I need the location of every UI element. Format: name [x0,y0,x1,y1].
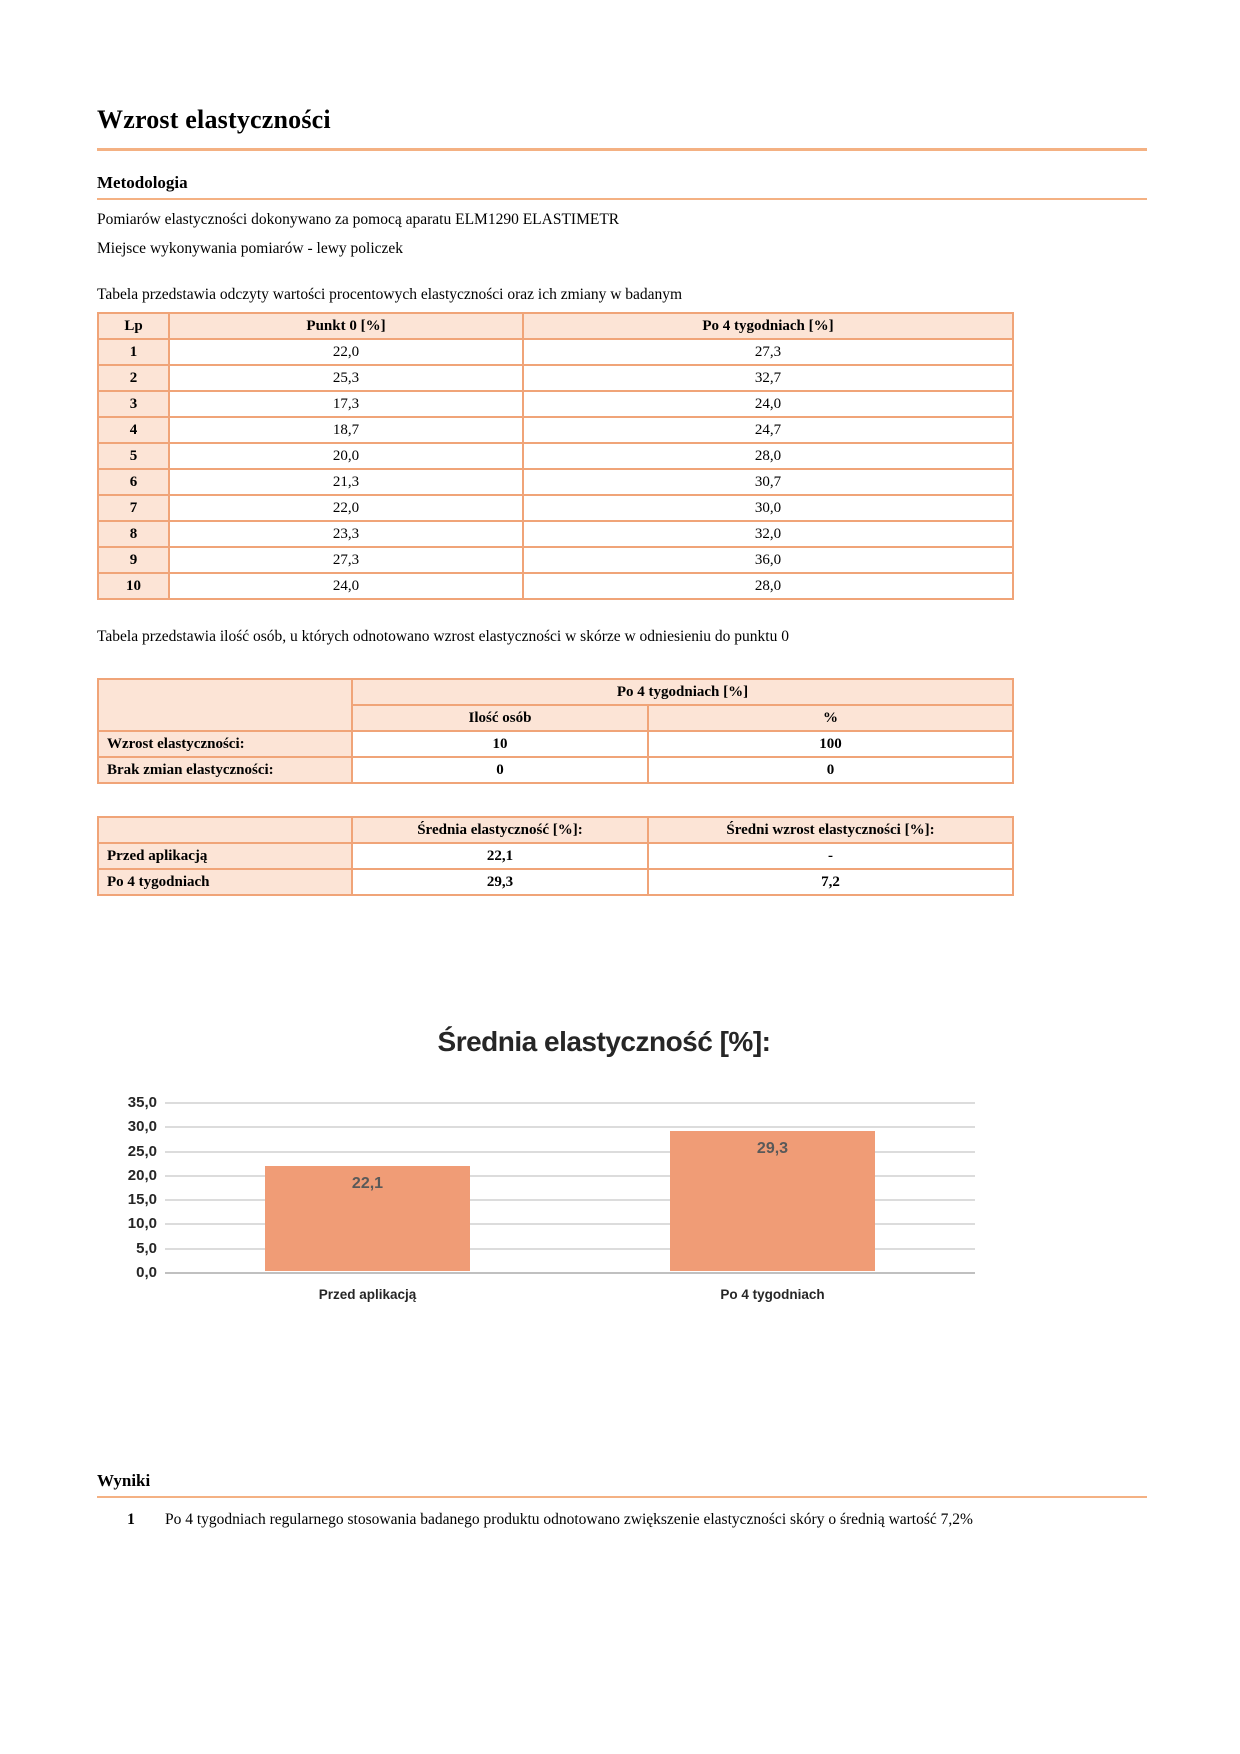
table-row [98,339,1013,365]
table-cell: 17,3 [169,391,523,417]
y-axis-tick-label: 35,0 [127,1094,157,1111]
table2-caption: Tabela przedstawia ilość osób, u których odnotowano wzrost elastyczności w skórze w odniesieniu do punktu 0 [97,628,789,645]
table-cell: 10 [352,731,648,757]
results-heading: Wyniki [97,1471,1147,1498]
table-cell: 23,3 [169,521,523,547]
averages-table [97,816,1014,896]
group-header-po4tyg: Po 4 tygodniach [%] [352,679,1013,705]
table-cell: 24,0 [523,391,1013,417]
chart-plot-area [97,1094,1147,1323]
table-cell: 0 [648,757,1013,783]
chart-title: Średnia elastyczność [%]: [437,1026,771,1057]
table-cell: 24,7 [523,417,1013,443]
methodology-heading: Metodologia [97,173,1147,200]
methodology-line-1: Pomiarów elastyczności dokonywano za pomocą aparatu ELM1290 ELASTIMETR [97,211,620,228]
chart-gridline [165,1272,975,1274]
chart-gridline [165,1102,975,1104]
blank-corner-cell [98,679,352,731]
table-header-row [98,679,1013,705]
table-cell: 27,3 [523,339,1013,365]
x-axis-category-label: Przed aplikacją [318,1287,417,1302]
table-header-row [98,817,1013,843]
table-cell: 7,2 [648,869,1013,895]
y-axis-tick-label: 30,0 [127,1118,157,1136]
bar-2 [670,1131,875,1271]
bar-1 [265,1166,470,1271]
people-count-table [97,678,1014,784]
row-header-cell: 4 [98,417,169,443]
result-text: Po 4 tygodniach regularnego stosowania badanego produktu odnotowano zwiększenie elastyczności skóry o średnią wartość 7,2% [165,1511,973,1528]
row-header-cell: 8 [98,521,169,547]
table-cell: - [648,843,1013,869]
table-row [98,573,1013,599]
row-header-cell: 9 [98,547,169,573]
table-row [98,731,1013,757]
y-axis-tick-label: 10,0 [127,1215,157,1233]
table-cell: 29,3 [352,869,648,895]
table-cell: 22,0 [169,495,523,521]
table-row [98,843,1013,869]
row-header-cell: 1 [98,339,169,365]
page-title: Wzrost elastyczności [97,105,1147,151]
y-axis-tick-label: 20,0 [127,1166,157,1184]
table-row [98,757,1013,783]
result-item [97,1508,1147,1532]
table-cell: 27,3 [169,547,523,573]
row-header-cell: Brak zmian elastyczności: [98,757,352,783]
chart-plot [127,1094,975,1302]
elasticity-readings-table [97,312,1014,600]
bar-value-label: 22,1 [351,1174,384,1192]
x-axis-category-label: Po 4 tygodniach [720,1287,825,1302]
row-header-cell: 10 [98,573,169,599]
row-header-cell: 7 [98,495,169,521]
table-cell: 0 [352,757,648,783]
table-cell: 28,0 [523,573,1013,599]
blank-corner-cell [98,817,352,843]
row-header-cell: 6 [98,469,169,495]
y-axis-tick-label: 0,0 [136,1264,157,1281]
methodology-line-2: Miejsce wykonywania pomiarów - lewy policzek [97,240,404,257]
table-cell: 100 [648,731,1013,757]
table-cell: 32,0 [523,521,1013,547]
table-row [98,869,1013,895]
table-row [98,495,1013,521]
row-header-cell: 5 [98,443,169,469]
table-cell: 18,7 [169,417,523,443]
chart-gridline [165,1126,975,1128]
table-cell: 22,1 [352,843,648,869]
table-cell: 20,0 [169,443,523,469]
row-header-cell: 2 [98,365,169,391]
table-cell: 30,7 [523,469,1013,495]
table-cell: 28,0 [523,443,1013,469]
row-header-cell: Przed aplikacją [98,843,352,869]
table1-caption: Tabela przedstawia odczyty wartości procentowych elastyczności oraz ich zmiany w badanym [97,286,683,303]
table-row [98,469,1013,495]
table-cell: 22,0 [169,339,523,365]
bar-value-label: 29,3 [756,1139,789,1157]
table-row [98,443,1013,469]
row-header-cell: Wzrost elastyczności: [98,731,352,757]
table-row [98,417,1013,443]
table-cell: 36,0 [523,547,1013,573]
y-axis-tick-label: 25,0 [127,1142,157,1160]
column-header-po4tyg: Po 4 tygodniach [%] [523,313,1013,339]
table-row [98,391,1013,417]
column-header-percent: % [648,705,1013,731]
y-axis-tick-label: 15,0 [127,1191,157,1209]
table-row [98,365,1013,391]
column-header-sredni-wzrost: Średni wzrost elastyczności [%]: [648,817,1013,843]
column-header-punkt0: Punkt 0 [%] [169,313,523,339]
table-cell: 24,0 [169,573,523,599]
column-header-lp: Lp [98,313,169,339]
y-axis-tick-label: 5,0 [136,1239,157,1257]
row-header-cell: 3 [98,391,169,417]
column-header-srednia: Średnia elastyczność [%]: [352,817,648,843]
table-header-row [98,313,1013,339]
table-cell: 21,3 [169,469,523,495]
table-cell: 25,3 [169,365,523,391]
result-number: 1 [127,1511,135,1528]
row-header-cell: Po 4 tygodniach [98,869,352,895]
table-row [98,521,1013,547]
bar-chart [97,1026,1147,1323]
column-header-ilosc-osob: Ilość osób [352,705,648,731]
table-row [98,547,1013,573]
table-cell: 32,7 [523,365,1013,391]
table-cell: 30,0 [523,495,1013,521]
